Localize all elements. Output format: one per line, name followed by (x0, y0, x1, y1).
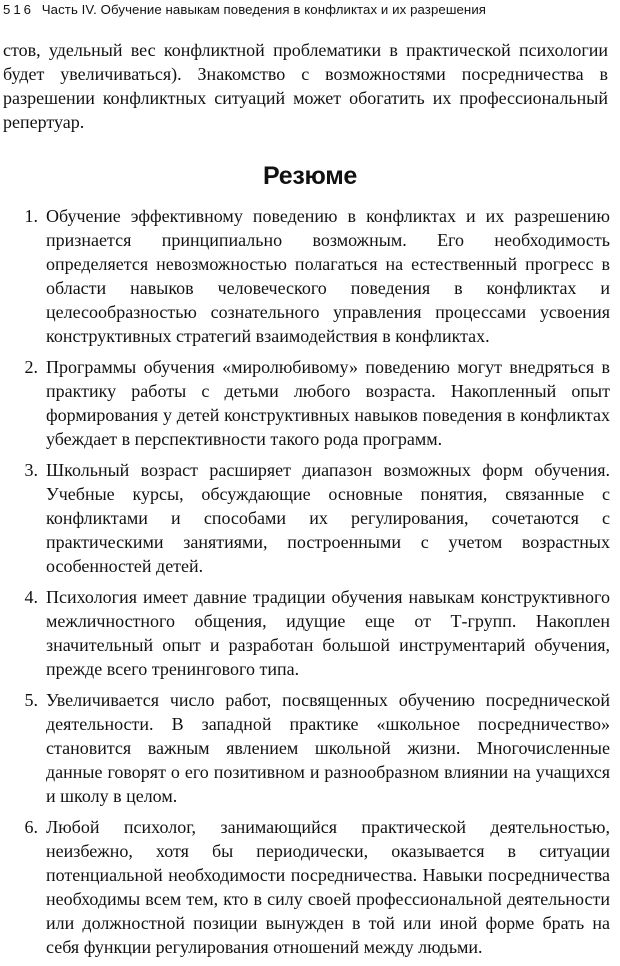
summary-item-number: 3. (24, 460, 38, 480)
summary-item-3 (0, 458, 610, 578)
summary-item-text: Психология имеет давние традиции обучения навыкам конструктивного межличностного общения, идущие еще от Т-групп. Накоплен значительный опыт и разработан большой инструментарий обучения, прежде всего тренингового типа. (46, 587, 610, 679)
section-title: Резюме (262, 162, 357, 190)
running-title: Часть IV. Обучение навыкам поведения в конфликтах и их разрешения (41, 2, 487, 17)
summary-item-number: 4. (24, 587, 38, 607)
summary-item-number: 6. (24, 817, 38, 837)
summary-item-text: Обучение эффективному поведению в конфликтах и их разрешению признается принципиально возможным. Его необходимость определяется невозможностью полагаться на естественный прогресс в области навыков человеческого поведения в конфликтах и целесообразностью сознательного управления процессами усвоения конструктивных стратегий взаимодействия в конфликтах. (46, 206, 610, 346)
summary-item-text: Любой психолог, занимающийся практической деятельностью, неизбежно, хотя бы периодически, оказывается в ситуации потенциальной необходимости посредничества. Навыки посредничества необходимы всем тем, кто в силу своей профессиональной деятельности или должностной позиции вынужден в той или иной форме брать на себя функции регулирования отношений между людьми. (46, 817, 610, 957)
summary-item-2 (0, 355, 610, 451)
page-number: 516 (3, 2, 35, 17)
summary-item-6 (0, 815, 610, 959)
summary-list (0, 204, 610, 966)
summary-item-number: 1. (24, 206, 38, 226)
summary-item-text: Школьный возраст расширяет диапазон возможных форм обучения. Учебные курсы, обсуждающие основные понятия, связанные с конфликтами и способами их регулирования, сочетаются с практическими занятиями, построенными с учетом возрастных особенностей детей. (46, 460, 610, 576)
summary-item-5 (0, 688, 610, 808)
summary-item-number: 2. (24, 357, 38, 377)
summary-item-1 (0, 204, 610, 348)
summary-item-number: 5. (24, 690, 38, 710)
summary-item-text: Программы обучения «миролюбивому» поведению могут внедряться в практику работы с детьми любого возраста. Накопленный опыт формирования у детей конструктивных навыков поведения в конфликтах убеждает в перспективности такого рода программ. (46, 357, 610, 449)
running-header (3, 2, 603, 18)
summary-item-4 (0, 585, 610, 681)
intro-paragraph: стов, удельный вес конфликтной проблематики в практической психологии будет увеличиваться). Знакомство с возможностями посредничества в разрешении конфликтных ситуаций может обогатить их профессиональный репертуар. (3, 40, 608, 132)
summary-item-text: Увеличивается число работ, посвященных обучению посреднической деятельности. В западной практике «школьное посредничество» становится важным явлением школьной жизни. Многочисленные данные говорят о его позитивном и разнообразном влиянии на учащихся и школу в целом. (46, 690, 610, 806)
